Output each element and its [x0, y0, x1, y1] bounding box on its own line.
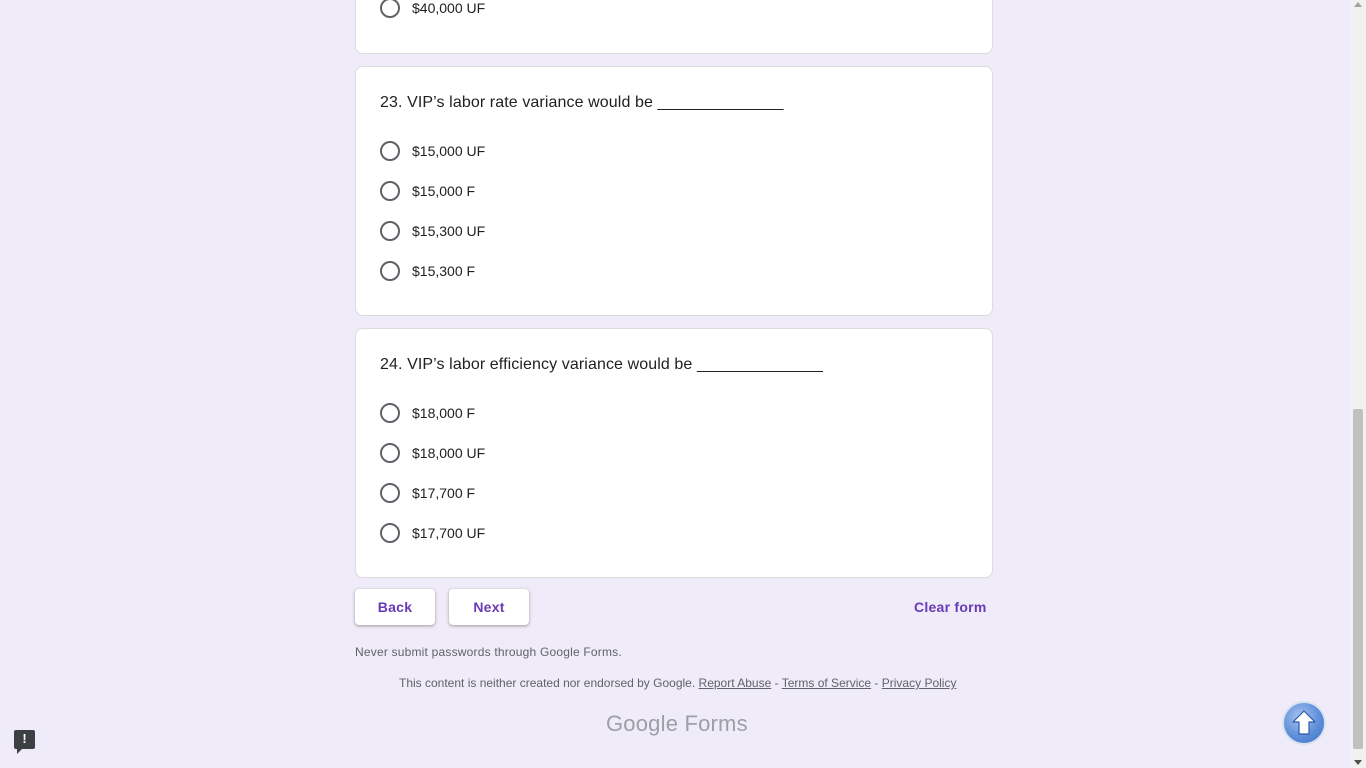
- question-card-23: [355, 66, 993, 316]
- option-label: $15,300 F: [412, 263, 476, 279]
- option-q23-3[interactable]: [380, 219, 485, 243]
- feedback-icon[interactable]: !: [14, 730, 35, 749]
- option-label: $15,300 UF: [412, 223, 486, 239]
- footer-separator: -: [774, 676, 779, 690]
- footer-disclaimer-line: [399, 676, 956, 690]
- radio-button[interactable]: [380, 0, 400, 18]
- option-label: $17,700 UF: [412, 525, 486, 541]
- radio-button[interactable]: [380, 261, 400, 281]
- scrollbar-thumb[interactable]: [1353, 409, 1363, 749]
- question-card-22: [355, 0, 993, 54]
- scroll-to-top-button[interactable]: [1282, 701, 1326, 745]
- radio-button[interactable]: [380, 403, 400, 423]
- option-q24-2[interactable]: [380, 441, 485, 465]
- option-label: $15,000 F: [412, 183, 476, 199]
- disclaimer-text: This content is neither created nor endorsed by Google.: [399, 676, 696, 690]
- option-label: $15,000 UF: [412, 143, 486, 159]
- back-button[interactable]: Back: [355, 589, 435, 625]
- clear-form-button[interactable]: Clear form: [914, 599, 987, 615]
- google-forms-logo[interactable]: Google Forms: [606, 711, 748, 736]
- radio-button[interactable]: [380, 483, 400, 503]
- password-warning: Never submit passwords through Google Forms.: [355, 645, 622, 659]
- option-label: $18,000 F: [412, 405, 476, 421]
- option-label: $17,700 F: [412, 485, 476, 501]
- option-label: $40,000 UF: [412, 0, 486, 16]
- radio-button[interactable]: [380, 141, 400, 161]
- privacy-policy-link[interactable]: Privacy Policy: [881, 676, 957, 690]
- option-q23-2[interactable]: [380, 179, 475, 203]
- radio-button[interactable]: [380, 443, 400, 463]
- report-abuse-link[interactable]: Report Abuse: [698, 676, 772, 690]
- option-q23-4[interactable]: [380, 259, 475, 283]
- option-q24-1[interactable]: [380, 401, 475, 425]
- radio-button[interactable]: [380, 523, 400, 543]
- footer-separator: -: [874, 676, 879, 690]
- question-title: 24. VIP’s labor efficiency variance would be ______________: [380, 356, 823, 373]
- question-card-24: [355, 328, 993, 578]
- arrow-up-icon: [1284, 703, 1324, 743]
- terms-of-service-link[interactable]: Terms of Service: [781, 676, 872, 690]
- option-q24-4[interactable]: [380, 521, 485, 545]
- option-prev-last[interactable]: [380, 0, 485, 20]
- scroll-up-arrow-icon[interactable]: [1354, 2, 1362, 7]
- option-q23-1[interactable]: [380, 139, 485, 163]
- radio-button[interactable]: [380, 181, 400, 201]
- question-title: 23. VIP’s labor rate variance would be ______________: [380, 94, 784, 111]
- scroll-down-arrow-icon[interactable]: [1354, 760, 1362, 765]
- radio-button[interactable]: [380, 221, 400, 241]
- option-q24-3[interactable]: [380, 481, 475, 505]
- option-label: $18,000 UF: [412, 445, 486, 461]
- vertical-scrollbar[interactable]: [1350, 0, 1366, 768]
- next-button[interactable]: Next: [449, 589, 529, 625]
